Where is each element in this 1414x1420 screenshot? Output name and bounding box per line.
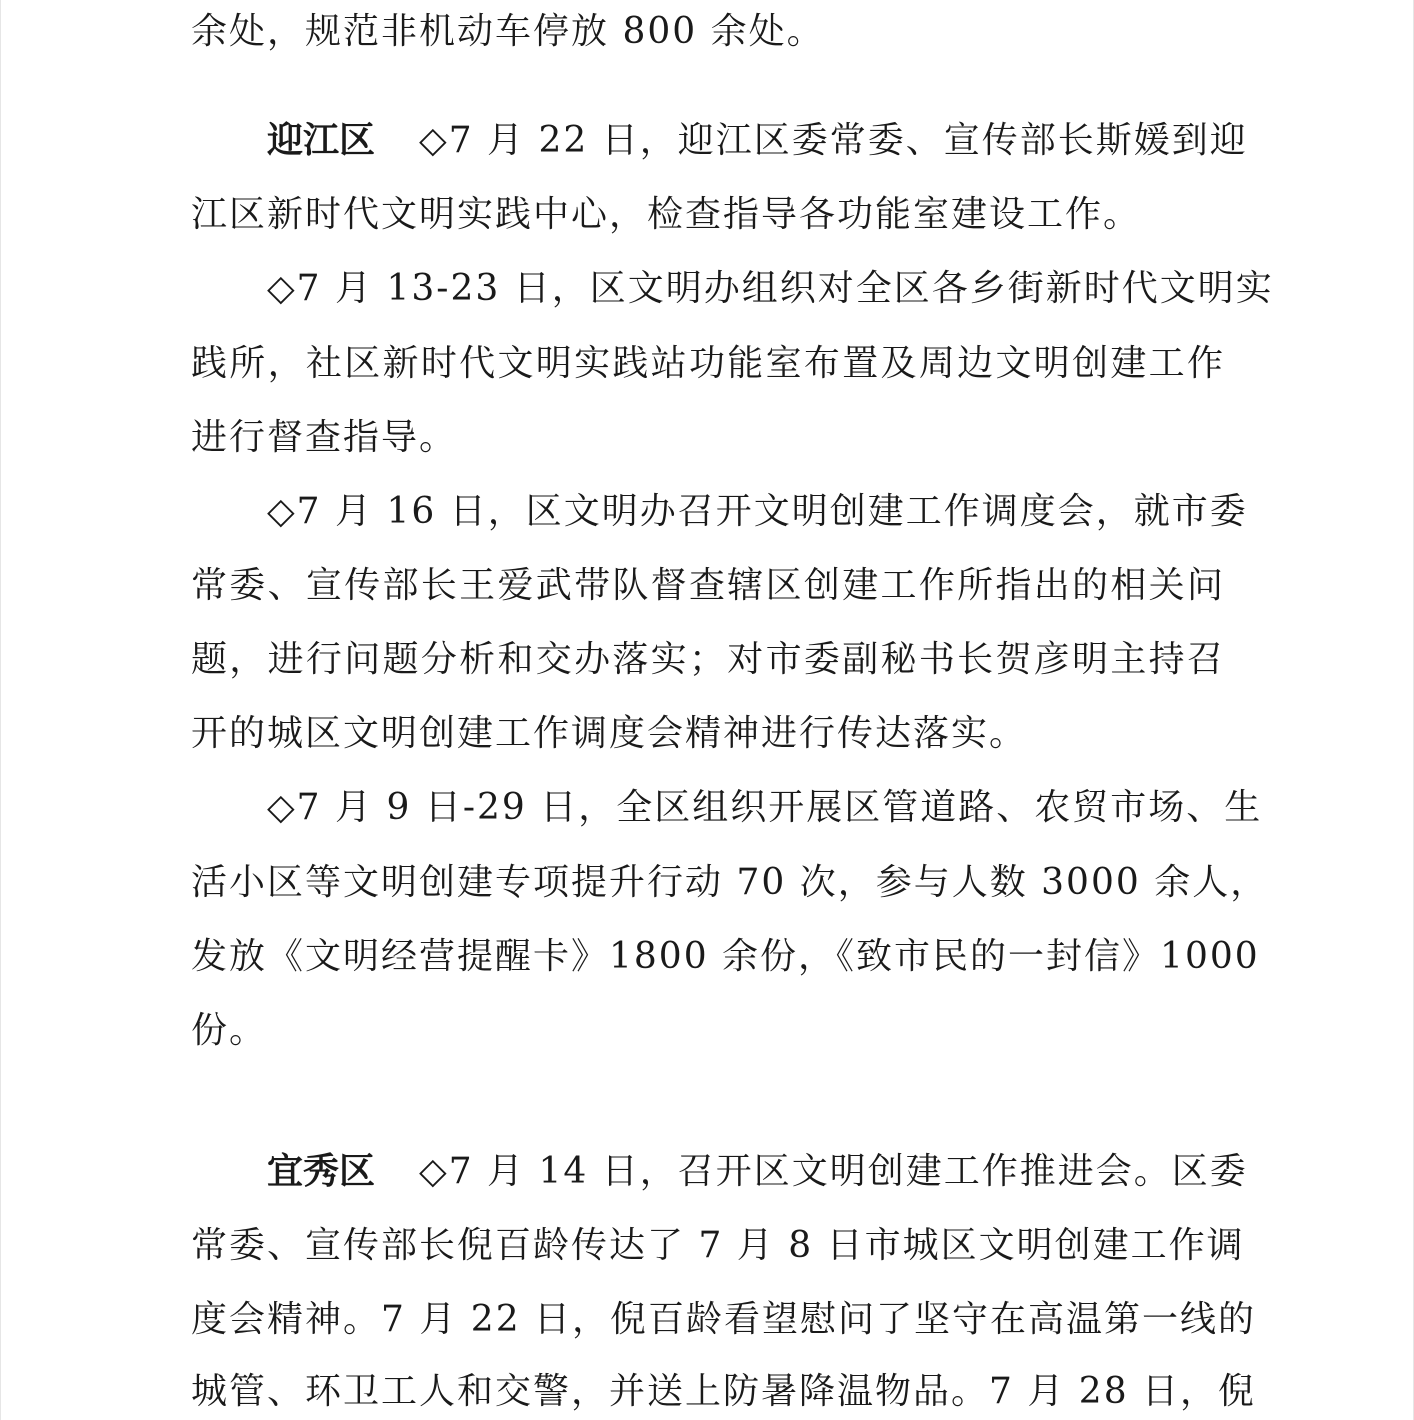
text-line: ◇7 月 16 日，区文明办召开文明创建工作调度会，就市委 bbox=[267, 491, 1248, 532]
text-line: ◇7 月 9 日-29 日，全区组织开展区管道路、农贸市场、生 bbox=[267, 787, 1263, 828]
section-yixiu-first-line bbox=[267, 1148, 1248, 1196]
text-line: 城管、环卫工人和交警，并送上防暑降温物品。7 月 28 日，倪 bbox=[191, 1371, 1257, 1412]
district-heading-yingjiang: 迎江区 bbox=[267, 120, 376, 161]
text-line: 常委、宣传部长倪百龄传达了 7 月 8 日市城区文明创建工作调 bbox=[191, 1225, 1245, 1266]
text-line: 活小区等文明创建专项提升行动 70 次，参与人数 3000 余人， bbox=[191, 862, 1269, 903]
text-line: ◇7 月 22 日，迎江区委常委、宣传部长斯媛到迎 bbox=[419, 120, 1248, 161]
text-line: 度会精神。7 月 22 日，倪百龄看望慰问了坚守在高温第一线的 bbox=[191, 1299, 1257, 1340]
text-line: 常委、宣传部长王爱武带队督查辖区创建工作所指出的相关问 bbox=[191, 565, 1225, 606]
text-line: 份。 bbox=[191, 1010, 268, 1051]
district-heading-yixiu: 宜秀区 bbox=[267, 1151, 376, 1192]
text-line: 发放《文明经营提醒卡》1800 余份，《致市民的一封信》1000 bbox=[191, 936, 1260, 977]
text-line: ◇7 月 14 日，召开区文明创建工作推进会。区委 bbox=[419, 1151, 1248, 1192]
text-line: 开的城区文明创建工作调度会精神进行传达落实。 bbox=[191, 713, 1028, 754]
text-line: ◇7 月 13-23 日，区文明办组织对全区各乡街新时代文明实 bbox=[267, 268, 1274, 309]
text-line: 践所，社区新时代文明实践站功能室布置及周边文明创建工作 bbox=[191, 343, 1225, 384]
text-line: 题，进行问题分析和交办落实；对市委副秘书长贺彦明主持召 bbox=[191, 639, 1225, 680]
section-yingjiang-first-line bbox=[267, 117, 1248, 165]
text-line: 余处，规范非机动车停放 800 余处。 bbox=[191, 11, 825, 52]
text-line: 江区新时代文明实践中心，检查指导各功能室建设工作。 bbox=[191, 194, 1142, 235]
text-line: 进行督查指导。 bbox=[191, 417, 458, 458]
